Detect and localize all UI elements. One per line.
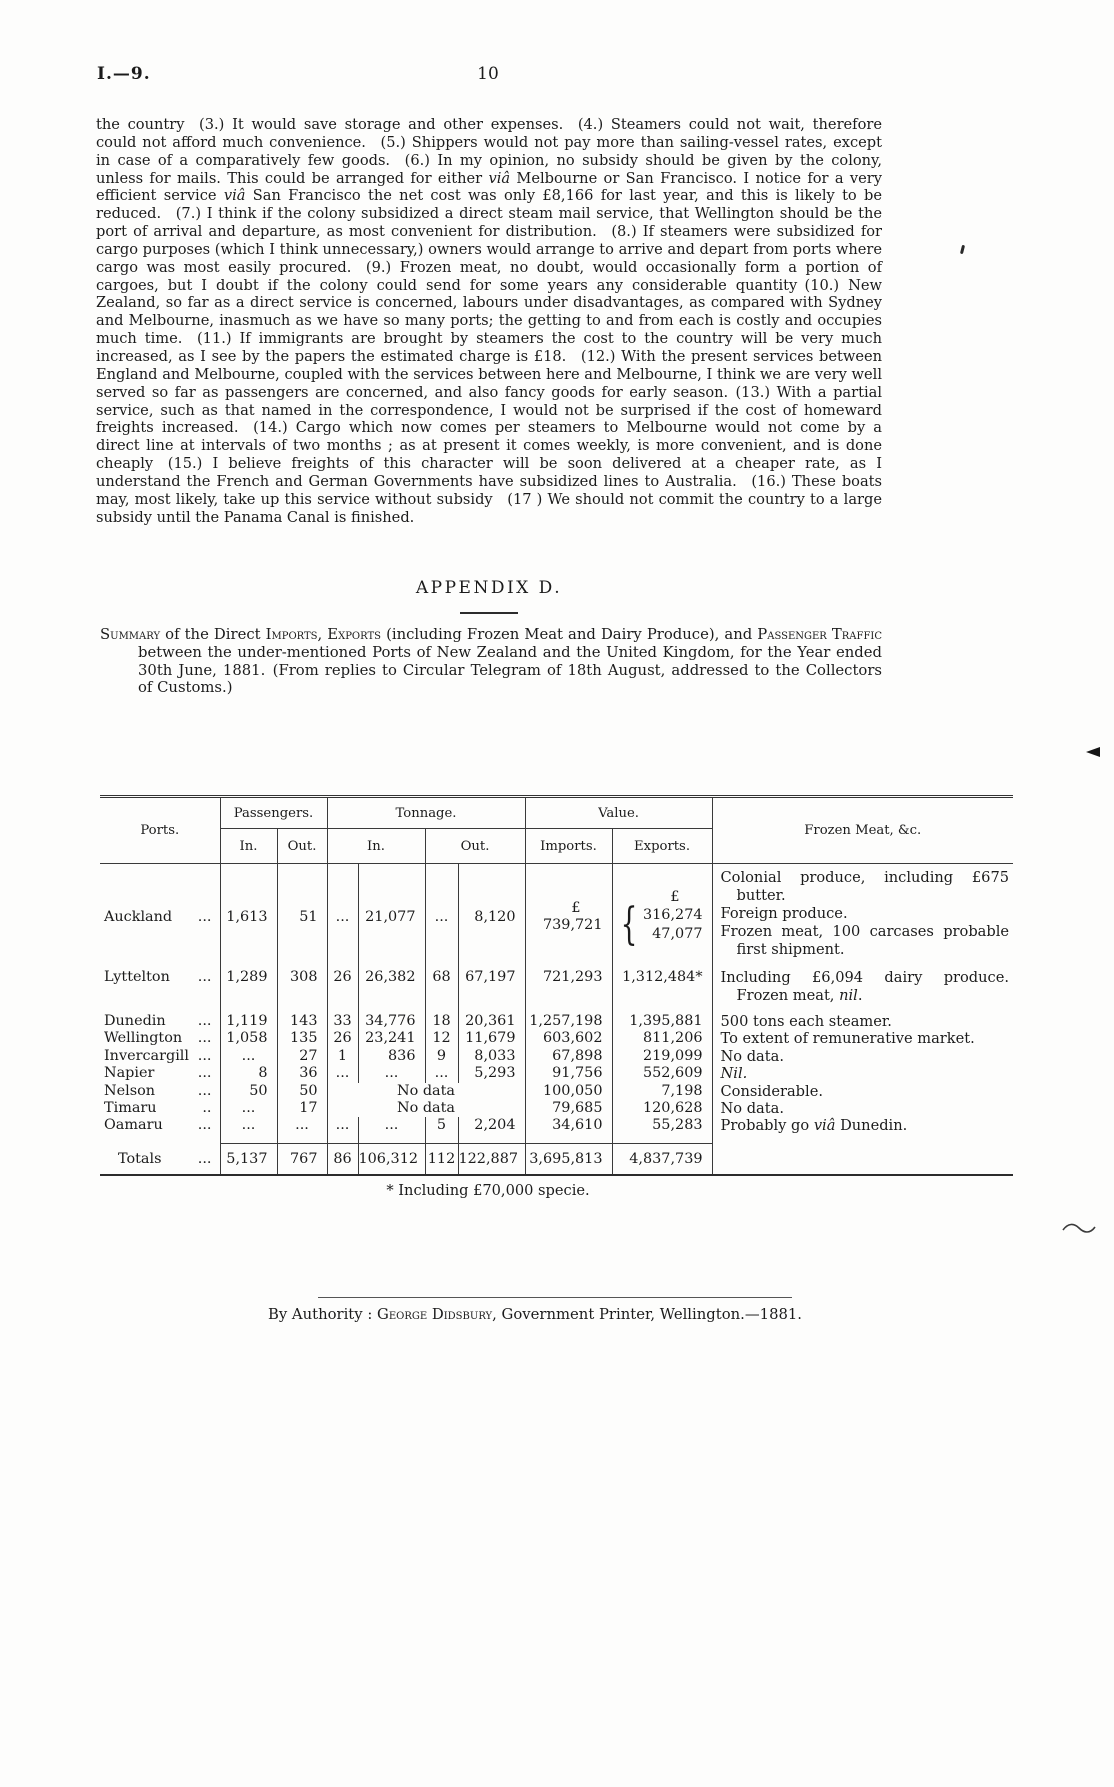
remark-line: Foreign produce. [720,905,848,922]
cell-passengers-out: 17 [277,1100,327,1117]
cell-port [100,1117,220,1143]
remark-line: Frozen meat, 100 carcases probable [720,923,1010,940]
table-row-napier [100,1065,1013,1082]
cell-value-exports: 7,198 [612,1083,712,1100]
cell-tonnage-in-vessels: 26 [327,1030,358,1047]
printer-imprint: By Authority : George Didsbury, Government Printer, Wellington.—1881. [267,1306,803,1323]
appendix-summary: Summary of the Direct Imports, Exports (including Frozen Meat and Dairy Produce), and Passenger Traffic between the under-mentioned Ports of New Zealand and the United Kingdom, for the Year ended 30th June, 1881. (From replies to Circular Telegram of 18th August, addressed to the Collectors of Customs.) [100,626,882,697]
cell-tonnage-in-vessels: 33 [327,1013,358,1030]
cell-tonnage-out: 2,204 [458,1117,525,1143]
table-row-nelson [100,1083,1013,1100]
table-totals [100,1143,1013,1175]
cell-passengers-in: ... [220,1100,277,1117]
remark-line: first shipment. [736,941,845,958]
remark-line: Frozen meat, nil. [736,987,863,1004]
port-name: Invercargill [104,1047,190,1064]
cell-tonnage-out: 11,679 [458,1030,525,1047]
cell-frozen-meat-remark: No data. [712,1100,1013,1117]
cell-tonnage-no-data: No data [327,1083,525,1100]
cell-passengers-in: ... [220,1117,277,1143]
cell-passengers-in: 1,119 [220,1013,277,1030]
cell-frozen-meat-remark: Considerable. [712,1083,1013,1100]
cell-port [100,1013,220,1030]
imprint-rule [318,1297,792,1298]
remark-line: Including £6,094 dairy produce. [720,969,1010,986]
traffic-table-wrapper [100,795,1013,1176]
cell-value-imports [525,864,612,970]
dot-leader: ... [197,1013,212,1029]
cell-tonnage-in: 21,077 [358,864,425,970]
dot-leader: ... [197,969,212,985]
cell-totals-label [100,1143,220,1175]
cell-value-exports: 1,395,881 [612,1013,712,1030]
cell-passengers-out: 27 [277,1048,327,1065]
header-tonnage-out: Out. [425,829,525,864]
exports-value-foreign: 47,077 [652,926,703,942]
header-tonnage-in: In. [327,829,425,864]
cell-frozen-meat-remark: Probably go viâ Dunedin. [712,1117,1013,1143]
cell-passengers-in: 8 [220,1065,277,1082]
cell-passengers-out: 51 [277,864,327,970]
cell-value-imports: 67,898 [525,1048,612,1065]
report-paragraph: the country (3.) It would save storage and other expenses. (4.) Steamers could not wait, therefore could not afford much convenience. (5.) Shippers would not pay more than sailing-vessel rates, except in case of a comparatively few goods. (6.) In my opinion, no subsidy should be given by the colony, unless for mails. This could be arranged for either viâ Melbourne or San Francisco. I notice for a very efficient service viâ San Francisco the net cost was only £8,166 for last year, and this is likely to be reduced. (7.) I think if the colony subsidized a direct steam mail service, that Wellington should be the port of arrival and departure, as most convenient for distribution. (8.) If steamers were subsidized for cargo purposes (which I think unnecessary,) owners would arrange to arrive and depart from ports where cargo was most easily procured. (9.) Frozen meat, no doubt, would occasionally form a portion of cargoes, but I doubt if the colony could send for some years any considerable quantity (10.) New Zealand, so far as a direct service is concerned, labours under disadvantages, as compared with Sydney and Melbourne, inasmuch as we have so many ports; the getting to and from each is costly and occupies much time. (11.) If immigrants are brought by steamers the cost to the country will be very much increased, as I see by the papers the estimated charge is £18. (12.) With the present services between England and Melbourne, coupled with the services between here and Melbourne, I think we are very well served so far as passengers are concerned, and also fancy goods for early season. (13.) With a partial service, such as that named in the correspondence, I would not be surprised if the cost of homeward freights increased. (14.) Cargo which now comes per steamers to Melbourne would not come by a direct line at intervals of two months ; as at present it comes weekly, is more convenient, and is done cheaply (15.) I believe freights of this character will be soon delivered at a cheaper rate, as I understand the French and German Governments have subsidized lines to Australia. (16.) These boats may, most likely, take up this service without subsidy (17 ) We should not commit the country to a large subsidy until the Panama Canal is finished. [96,116,882,526]
cell-value-imports: 34,610 [525,1117,612,1143]
cell-tonnage-in: 34,776 [358,1013,425,1030]
cell-port [100,864,220,970]
cell-total-value-exports: 4,837,739 [612,1143,712,1175]
cell-value-exports: 219,099 [612,1048,712,1065]
cell-tonnage-out-vessels: ... [425,864,458,970]
dot-leader: ... [197,1150,212,1167]
cell-tonnage-out: 8,120 [458,864,525,970]
header-frozen-meat: Frozen Meat, &c. [712,797,1013,864]
cell-frozen-meat-remark: To extent of remunerative market. [712,1030,1013,1047]
scan-artifact-triangle [1086,747,1100,757]
cell-tonnage-in-vessels: 1 [327,1048,358,1065]
appendix-title: APPENDIX D. [415,578,563,598]
cell-tonnage-in: 836 [358,1048,425,1065]
port-name: Auckland [104,908,173,925]
brace-glyph: { [620,899,638,950]
cell-tonnage-in: ... [358,1117,425,1143]
cell-frozen-meat-remark [712,864,1013,970]
cell-tonnage-out: 5,293 [458,1065,525,1082]
header-ports: Ports. [100,797,220,864]
cell-total-tonnage-out-vessels: 112 [425,1143,458,1175]
page-number: 10 [477,64,499,84]
cell-tonnage-in-vessels: 26 [327,969,358,1013]
cell-tonnage-in: 26,382 [358,969,425,1013]
cell-passengers-out: ... [277,1117,327,1143]
table-header [100,797,1013,864]
cell-value-exports: 55,283 [612,1117,712,1143]
cell-passengers-in: 50 [220,1083,277,1100]
cell-total-tonnage-out: 122,887 [458,1143,525,1175]
cell-tonnage-out-vessels: 12 [425,1030,458,1047]
cell-passengers-out: 135 [277,1030,327,1047]
header-value-imports: Imports. [525,829,612,864]
cell-tonnage-in-vessels: ... [327,864,358,970]
traffic-table [100,795,1013,1176]
cell-port [100,1083,220,1100]
cell-totals-frozen-empty [712,1143,1013,1175]
cell-port [100,969,220,1013]
pound-sign: £ [670,889,680,905]
cell-value-exports [612,864,712,970]
cell-tonnage-in: ... [358,1065,425,1082]
cell-value-exports: 1,312,484* [612,969,712,1013]
port-name: Lyttelton [104,969,170,985]
cell-passengers-in: ... [220,1048,277,1065]
dot-leader: ... [197,908,212,925]
cell-port [100,1048,220,1065]
header-passengers: Passengers. [220,797,327,829]
document-reference: I.—9. [97,64,151,84]
cell-value-imports: 721,293 [525,969,612,1013]
table-row-timaru [100,1100,1013,1117]
header-passengers-in: In. [220,829,277,864]
cell-tonnage-out-vessels: 18 [425,1013,458,1030]
cell-frozen-meat-remark: 500 tons each steamer. [712,1013,1013,1030]
port-name: Napier [104,1065,155,1082]
table-row-invercargill [100,1048,1013,1065]
cell-value-imports: 100,050 [525,1083,612,1100]
pound-sign: £ [571,900,581,916]
cell-frozen-meat-remark: No data. [712,1048,1013,1065]
cell-tonnage-in-vessels: ... [327,1117,358,1143]
cell-passengers-out: 143 [277,1013,327,1030]
cell-tonnage-out: 67,197 [458,969,525,1013]
cell-tonnage-out-vessels: 9 [425,1048,458,1065]
port-name: Dunedin [104,1013,166,1029]
cell-value-exports: 552,609 [612,1065,712,1082]
port-name: Wellington [104,1030,183,1047]
port-name: Nelson [104,1082,156,1099]
cell-value-imports: 91,756 [525,1065,612,1082]
appendix-rule [460,612,518,614]
cell-value-imports: 1,257,198 [525,1013,612,1030]
dot-leader: ... [197,1047,212,1064]
cell-passengers-out: 50 [277,1083,327,1100]
cell-passengers-in: 1,058 [220,1030,277,1047]
header-value-exports: Exports. [612,829,712,864]
cell-total-tonnage-in: 106,312 [358,1143,425,1175]
cell-value-imports: 603,602 [525,1030,612,1047]
remark-line: Colonial produce, including £675 [720,869,1010,886]
totals-label: Totals [118,1150,162,1167]
cell-tonnage-out: 8,033 [458,1048,525,1065]
imports-value: 739,721 [542,917,603,933]
dot-leader: .. [202,1100,212,1117]
scan-artifact-squiggle [1062,1222,1096,1234]
cell-passengers-out: 308 [277,969,327,1013]
cell-value-imports: 79,685 [525,1100,612,1117]
cell-total-passengers-in: 5,137 [220,1143,277,1175]
header-passengers-out: Out. [277,829,327,864]
cell-passengers-out: 36 [277,1065,327,1082]
cell-passengers-in: 1,289 [220,969,277,1013]
cell-port [100,1065,220,1082]
table-row-wellington [100,1030,1013,1047]
cell-value-exports: 811,206 [612,1030,712,1047]
table-body [100,864,1013,1144]
cell-total-value-imports: 3,695,813 [525,1143,612,1175]
cell-tonnage-out-vessels: ... [425,1065,458,1082]
cell-tonnage-in: 23,241 [358,1030,425,1047]
cell-tonnage-no-data: No data [327,1100,525,1117]
scan-artifact-mark [960,245,965,254]
remark-line: butter. [736,887,786,904]
header-tonnage: Tonnage. [327,797,525,829]
dot-leader: ... [197,1030,212,1047]
cell-tonnage-out-vessels: 5 [425,1117,458,1143]
cell-port [100,1030,220,1047]
cell-tonnage-out-vessels: 68 [425,969,458,1013]
port-name: Timaru [104,1100,157,1117]
port-name: Oamaru [104,1117,163,1134]
cell-tonnage-in-vessels: ... [327,1065,358,1082]
table-row-dunedin [100,1013,1013,1030]
exports-value-colonial: 316,274 [643,907,703,923]
dot-leader: ... [197,1065,212,1082]
cell-port [100,1100,220,1117]
cell-frozen-meat-remark [712,969,1013,1013]
cell-value-exports: 120,628 [612,1100,712,1117]
cell-passengers-in: 1,613 [220,864,277,970]
table-row-totals [100,1143,1013,1175]
table-footnote: * Including £70,000 specie. [386,1182,590,1199]
cell-total-passengers-out: 767 [277,1143,327,1175]
table-row-auckland [100,864,1013,970]
cell-frozen-meat-remark: Nil. [712,1065,1013,1082]
dot-leader: ... [197,1082,212,1099]
header-value: Value. [525,797,712,829]
table-row-oamaru [100,1117,1013,1143]
table-row-lyttelton [100,969,1013,1013]
dot-leader: ... [197,1117,212,1134]
cell-tonnage-out: 20,361 [458,1013,525,1030]
cell-total-tonnage-in-vessels: 86 [327,1143,358,1175]
